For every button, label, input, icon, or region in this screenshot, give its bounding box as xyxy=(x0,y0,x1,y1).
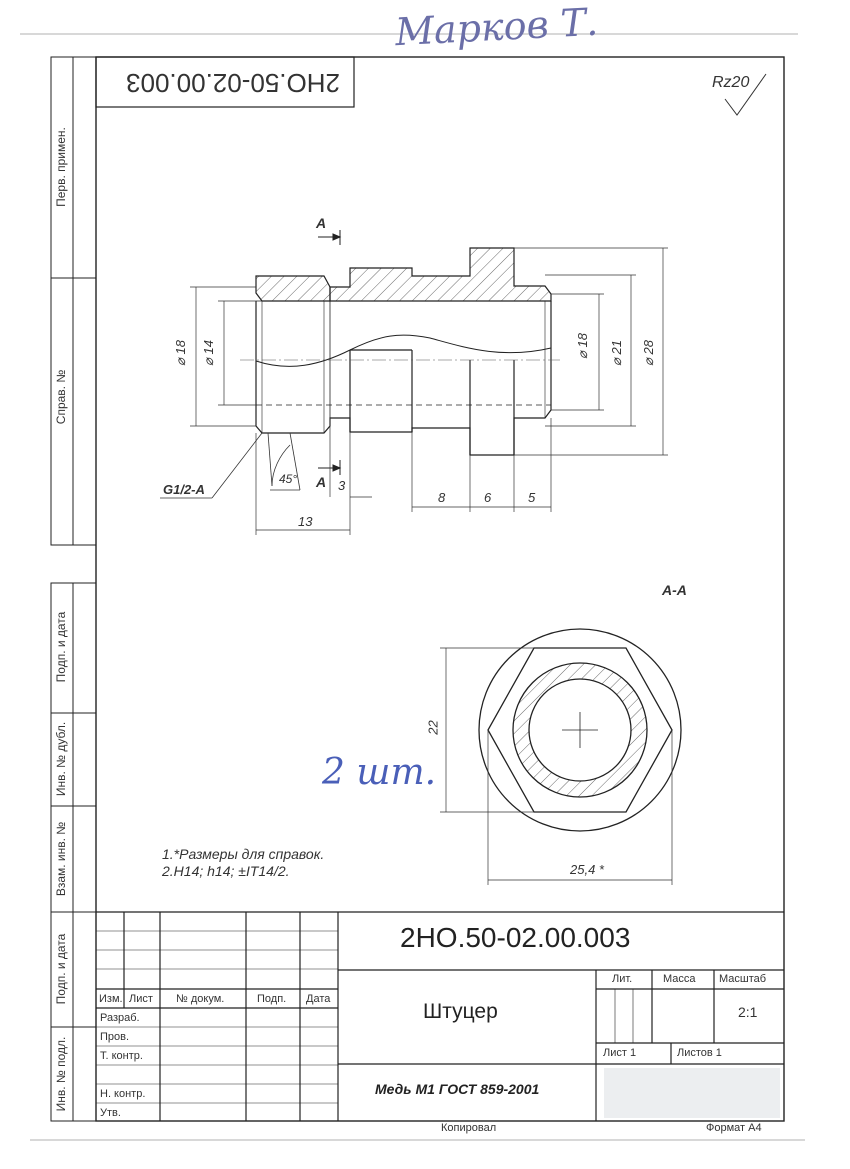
footer-copied: Копировал xyxy=(441,1122,497,1134)
side-label-first-use: Перв. примен. xyxy=(54,127,68,207)
section-a-a xyxy=(479,629,681,831)
dim-25-4: 25,4 * xyxy=(570,862,604,877)
row-tkontr: Т. контр. xyxy=(100,1050,143,1062)
sheet-number: Лист 1 xyxy=(603,1047,637,1059)
hdr-doc: № докум. xyxy=(176,993,225,1005)
dim-13: 13 xyxy=(298,514,313,529)
dim-diameter-21: ⌀ 21 xyxy=(608,340,624,366)
note-line-2: 2.H14; h14; ±IT14/2. xyxy=(162,863,290,879)
hdr-date: Дата xyxy=(306,993,331,1005)
left-dimensions xyxy=(190,287,256,426)
handwritten-quantity-note: 2 шт. xyxy=(322,752,437,793)
side-label-ref-no: Справ. № xyxy=(54,369,68,425)
dim-6: 6 xyxy=(484,490,492,505)
sheets-total: Листов 1 xyxy=(677,1047,722,1059)
thread-label: G1/2-A xyxy=(163,482,205,497)
stamp-smudge xyxy=(604,1068,780,1118)
chamfer-label: 45° xyxy=(279,472,298,486)
row-nkontr: Н. контр. xyxy=(100,1088,146,1100)
fitting-main-view xyxy=(240,248,560,455)
hdr-massa: Масса xyxy=(663,973,696,985)
hdr-izm: Изм. xyxy=(99,993,123,1005)
row-utv: Утв. xyxy=(100,1107,121,1119)
side-label-sign-date-2: Подп. и дата xyxy=(54,933,68,1005)
title-designation: 2НО.50-02.00.003 xyxy=(400,922,631,953)
side-label-sub-inv: Взам. инв. № xyxy=(54,821,68,897)
hdr-list: Лист xyxy=(129,993,153,1005)
section-title: А-А xyxy=(662,582,687,598)
dim-3: 3 xyxy=(338,478,346,493)
dim-diameter-18-left: ⌀ 18 xyxy=(172,340,188,366)
title-block-thin-lines xyxy=(96,931,633,1103)
material: Медь М1 ГОСТ 859-2001 xyxy=(375,1081,540,1097)
dim-diameter-28: ⌀ 28 xyxy=(640,340,656,366)
side-label-orig-inv: Инв. № подл. xyxy=(54,1036,68,1112)
mirrored-designation: 2НО.50-02.00.003 xyxy=(126,68,340,98)
roughness-label: Rz20 xyxy=(712,74,750,91)
hdr-masshtab: Масштаб xyxy=(719,973,767,985)
dim-5: 5 xyxy=(528,490,536,505)
note-line-1: 1.*Размеры для справок. xyxy=(162,846,325,862)
row-razrab: Разраб. xyxy=(100,1012,140,1024)
scale-value: 2:1 xyxy=(738,1004,758,1020)
side-label-sign-date-1: Подп. и дата xyxy=(54,611,68,683)
side-label-dup-inv: Инв. № дубл. xyxy=(54,721,68,797)
dim-22: 22 xyxy=(425,720,441,735)
hdr-sign: Подп. xyxy=(257,993,287,1005)
section-mark-bottom: А xyxy=(316,474,327,490)
hdr-lit: Лит. xyxy=(612,973,633,985)
footer-format: Формат А4 xyxy=(706,1122,762,1134)
section-cut-mark xyxy=(318,230,340,475)
section-mark-top: А xyxy=(316,215,327,231)
dim-8: 8 xyxy=(438,490,446,505)
dim-diameter-18-right: ⌀ 18 xyxy=(574,333,590,359)
handwritten-top-note: Марков Т. xyxy=(393,0,600,55)
part-name: Штуцер xyxy=(423,1000,498,1023)
dim-diameter-14: ⌀ 14 xyxy=(200,340,216,366)
row-prov: Пров. xyxy=(100,1031,130,1043)
